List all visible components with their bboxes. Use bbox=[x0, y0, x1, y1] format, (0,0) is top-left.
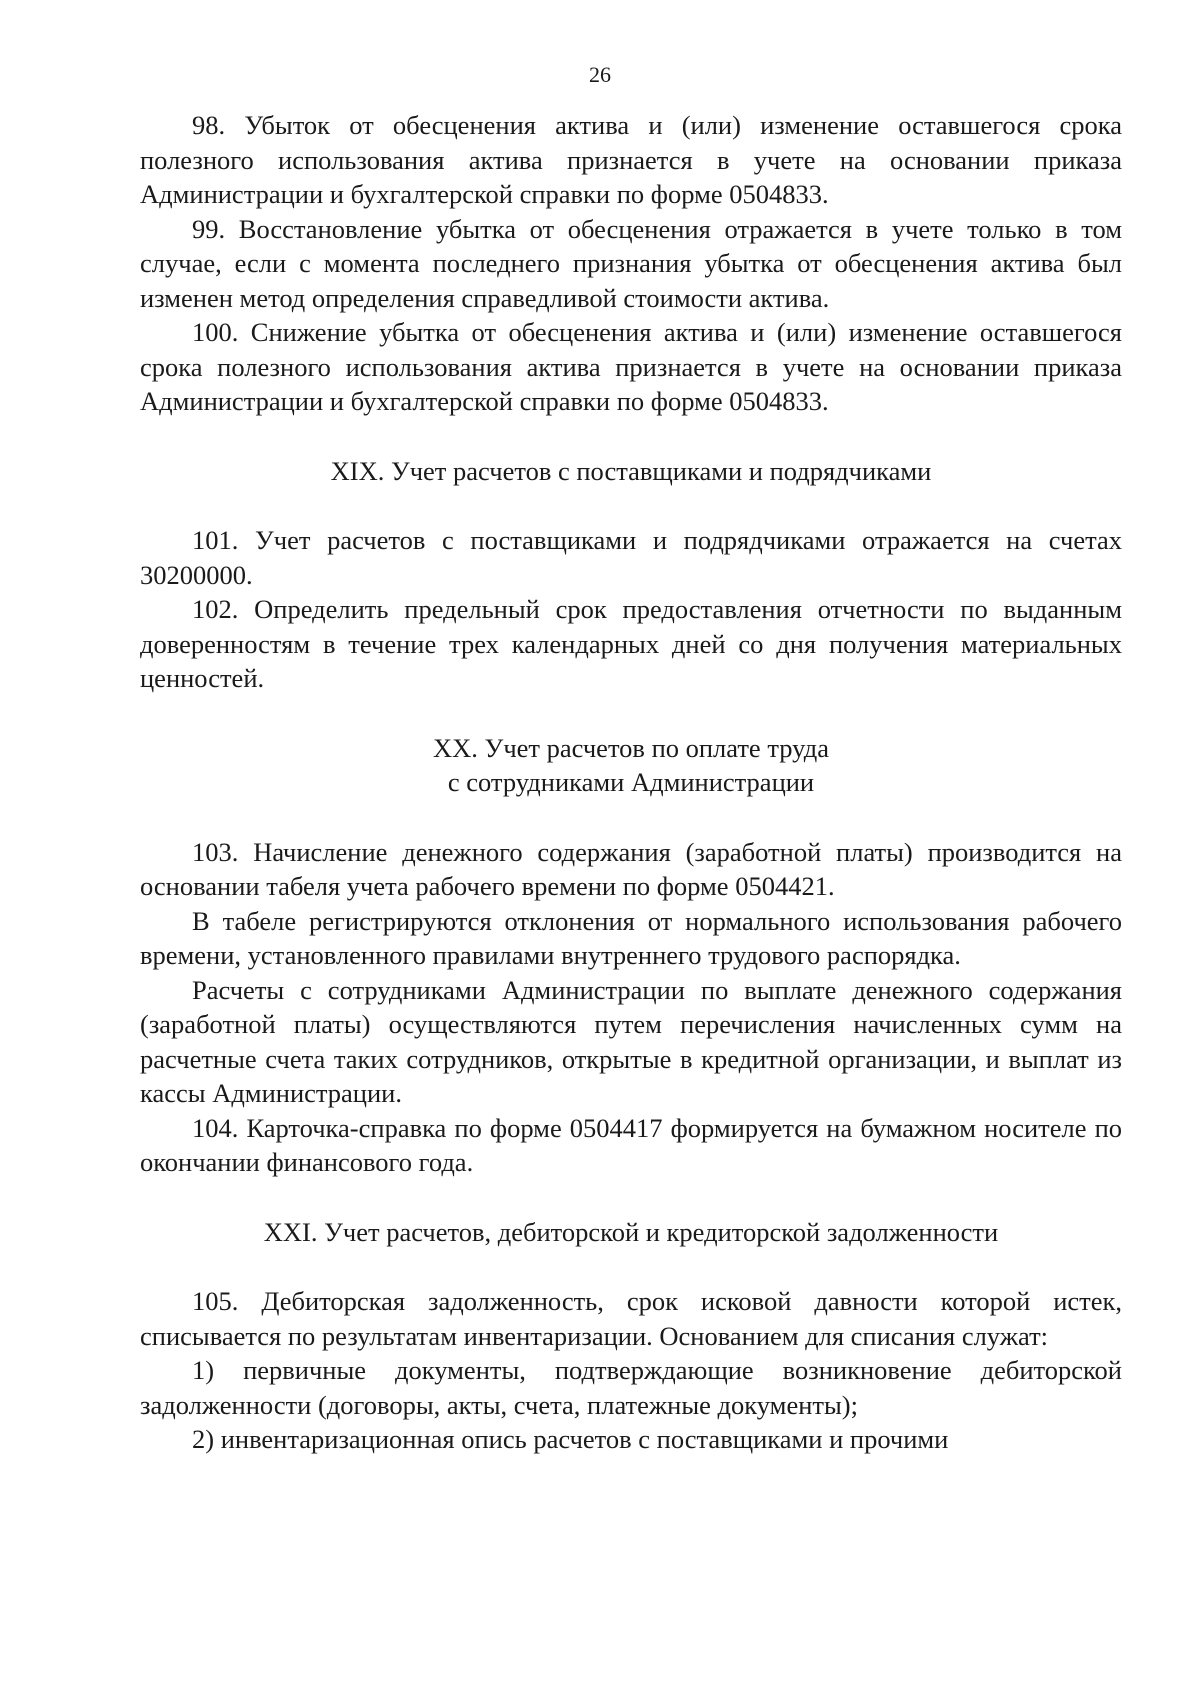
list-item-1: 1) первичные документы, подтверждающие возникновение дебиторской задолженности (договоры, акты, счета, платежные документы); bbox=[140, 1355, 1122, 1420]
section-heading-xix bbox=[140, 454, 1122, 489]
section-heading-line: XXI. Учет расчетов, дебиторской и кредиторской задолженности bbox=[263, 1216, 999, 1247]
paragraph-101: 101. Учет расчетов с поставщиками и подрядчиками отражается на счетах 30200000. bbox=[140, 525, 1122, 590]
paragraph-98: 98. Убыток от обесценения актива и (или) изменение оставшегося срока полезного использования актива признается в учете на основании приказа Администрации и бухгалтерской справки по форме 0504833. bbox=[140, 110, 1122, 209]
paragraph-102: 102. Определить предельный срок предоставления отчетности по выданным доверенностям в течение трех календарных дней со дня получения материальных ценностей. bbox=[140, 594, 1122, 693]
paragraph-103: 103. Начисление денежного содержания (заработной платы) производится на основании табеля учета рабочего времени по форме 0504421. bbox=[140, 836, 1122, 901]
list-item-2: 2) инвентаризационная опись расчетов с поставщиками и прочими bbox=[192, 1424, 949, 1454]
section-heading-line: XIX. Учет расчетов с поставщиками и подрядчиками bbox=[330, 455, 932, 486]
paragraph-raschety: Расчеты с сотрудниками Администрации по выплате денежного содержания (заработной платы) осуществляются путем перечисления начисленных сумм на расчетные счета таких сотрудников, открытые в кредитной организации, и выплат из кассы Администрации. bbox=[140, 974, 1122, 1108]
section-heading-line: XX. Учет расчетов по оплате труда bbox=[433, 732, 829, 763]
paragraph-99: 99. Восстановление убытка от обесценения отражается в учете только в том случае, если с момента последнего признания убытка от обесценения актива был изменен метод определения справедливой стоимости актива. bbox=[140, 213, 1122, 313]
paragraph-tabel: В табеле регистрируются отклонения от нормального использования рабочего времени, установленного правилами внутреннего трудового распорядка. bbox=[140, 905, 1122, 970]
section-heading-xxi bbox=[140, 1215, 1122, 1250]
paragraph-105: 105. Дебиторская задолженность, срок исковой давности которой истек, списывается по результатам инвентаризации. Основанием для списания служат: bbox=[140, 1286, 1122, 1351]
document-body bbox=[140, 108, 1122, 1457]
paragraph-100: 100. Снижение убытка от обесценения актива и (или) изменение оставшегося срока полезного использования актива признается в учете на основании приказа Администрации и бухгалтерской справки по форме 0504833. bbox=[140, 317, 1122, 416]
page-number: 26 bbox=[589, 62, 611, 87]
section-heading-line: с сотрудниками Администрации bbox=[447, 767, 815, 797]
paragraph-104: 104. Карточка-справка по форме 0504417 формируется на бумажном носителе по окончании финансового года. bbox=[140, 1112, 1122, 1177]
section-heading-xx bbox=[140, 731, 1122, 800]
